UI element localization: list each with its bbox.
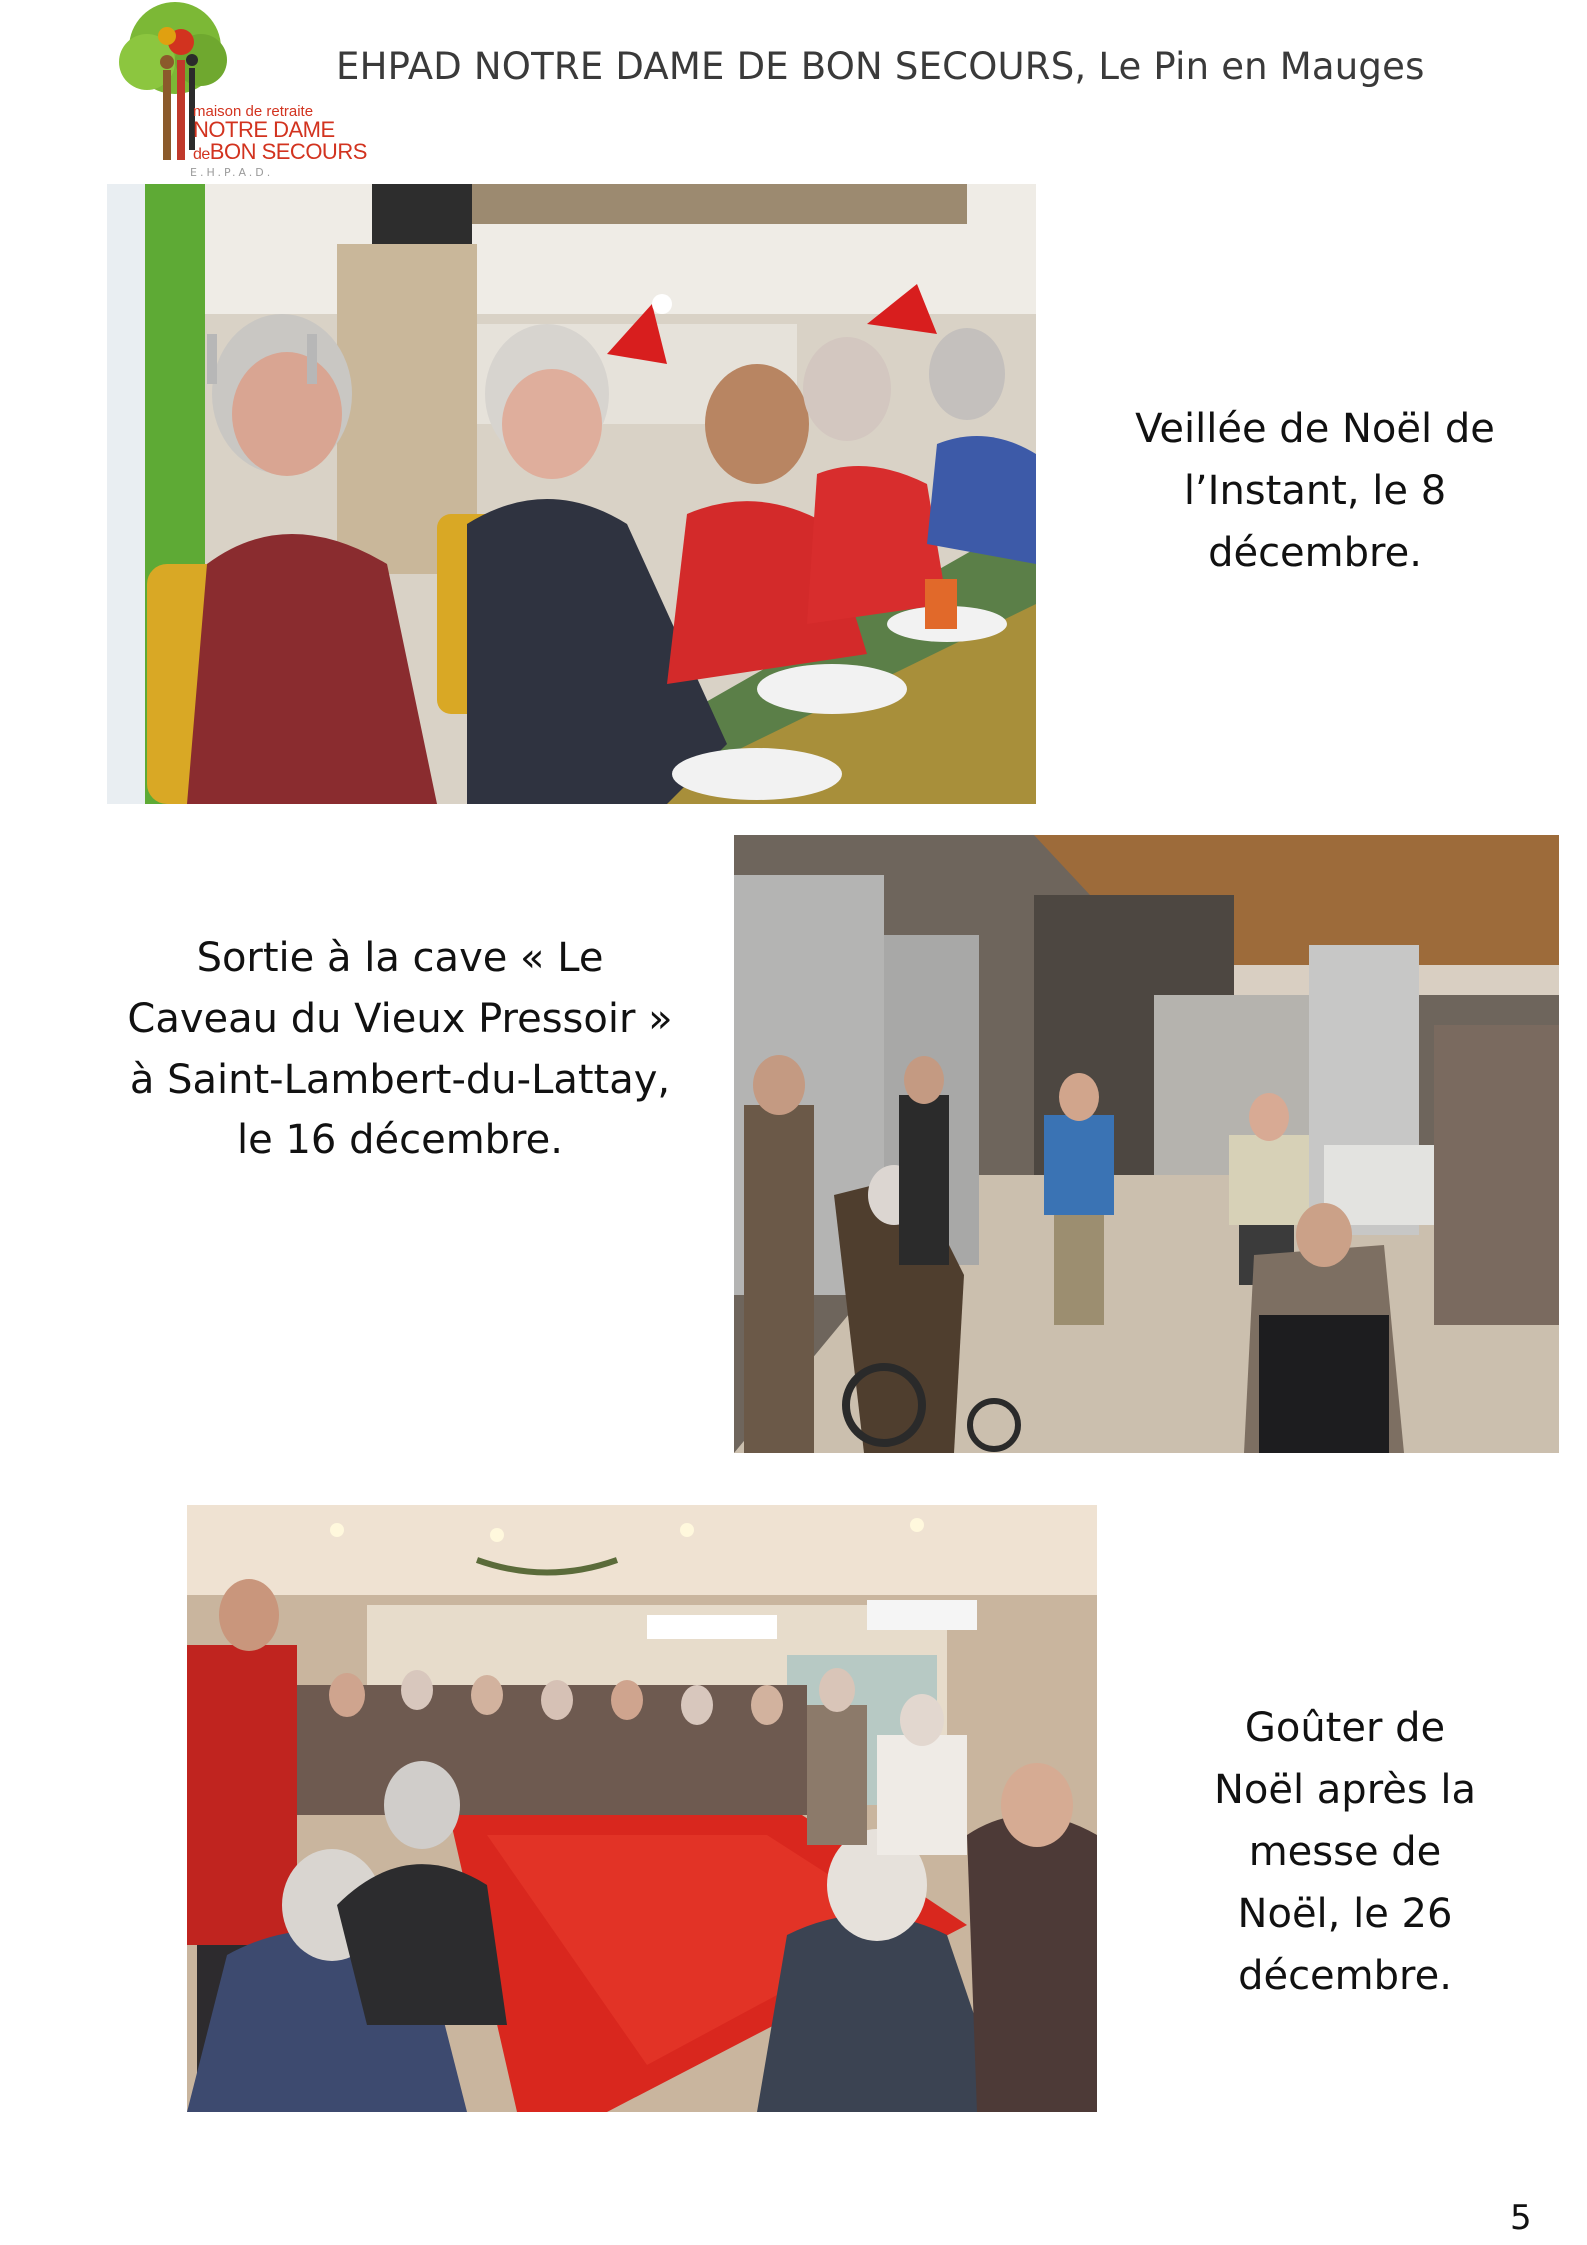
logo-line2-prefix: de: [193, 146, 210, 163]
caption-line: décembre.: [1238, 1953, 1452, 1999]
logo-line2: [193, 141, 393, 163]
logo-line2-main: BON SECOURS: [209, 139, 367, 164]
caption-line: Sortie à la cave « Le: [196, 935, 604, 981]
photo-christmas-eve-dinner: [107, 184, 1036, 804]
caption-line: Caveau du Vieux Pressoir »: [127, 995, 673, 1042]
logo-ehpad: E.H.P.A.D.: [190, 166, 274, 179]
logo-line1: NOTRE DAME: [193, 117, 335, 142]
caption-line: l’Instant, le 8: [1183, 468, 1447, 514]
page-number: 5: [1510, 2198, 1532, 2238]
caption-line: à Saint-Lambert-du-Lattay,: [129, 1056, 671, 1103]
caption-line: Noël après la: [1213, 1767, 1477, 1813]
logo-subtitle: maison de retraite: [193, 103, 314, 120]
header-title: EHPAD NOTRE DAME DE BON SECOURS, Le Pin en Mauges: [336, 45, 1425, 88]
caption-line: Goûter de: [1244, 1705, 1446, 1751]
caption-christmas-snack: [1170, 1697, 1520, 2007]
caption-christmas-eve: [1065, 398, 1565, 584]
logo-text: [193, 104, 393, 163]
caption-line: Veillée de Noël de: [1135, 406, 1495, 452]
caption-line: décembre.: [1208, 530, 1422, 576]
caption-wine-cellar-outing: [100, 928, 700, 1171]
photo-wine-cellar: [734, 835, 1559, 1453]
photo-christmas-snack: [187, 1505, 1097, 2112]
caption-line: messe de: [1248, 1829, 1442, 1875]
caption-line: le 16 décembre.: [237, 1117, 563, 1164]
caption-line: Noël, le 26: [1237, 1891, 1453, 1937]
